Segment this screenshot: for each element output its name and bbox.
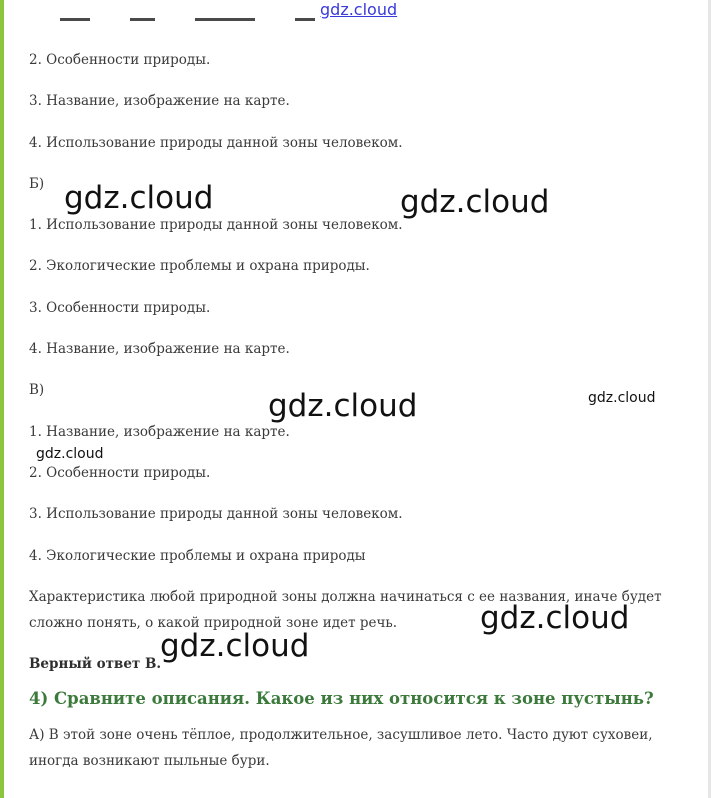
- list-item: 3. Особенности природы.: [29, 300, 211, 316]
- watermark: gdz.cloud: [160, 628, 310, 664]
- question-heading: 4) Сравните описания. Какое из них относится к зоне пустынь?: [29, 689, 654, 708]
- list-item: 3. Использование природы данной зоны человеком.: [29, 506, 403, 522]
- answer-text: Верный ответ В.: [29, 656, 162, 672]
- watermark: gdz.cloud: [268, 388, 418, 424]
- watermark-top: gdz.cloud: [320, 0, 398, 19]
- cropped-text-strip: [60, 18, 360, 26]
- option-a-paragraph: А) В этой зоне очень тёплое, продолжительное, засушливое лето. Часто дуют суховеи, иногда возникают пыльные бури.: [29, 727, 653, 769]
- list-item: 4. Использование природы данной зоны человеком.: [29, 135, 403, 151]
- left-accent-bar: [0, 0, 4, 798]
- explanation-paragraph: Характеристика любой природной зоны должна начинаться с ее названия, иначе будет сложно понять, о какой природной зоне идет речь.: [29, 589, 662, 631]
- section-label: Б): [29, 176, 45, 192]
- list-item: 1. Использование природы данной зоны человеком.: [29, 217, 403, 233]
- right-scroll-edge: [708, 0, 711, 798]
- list-item: 3. Название, изображение на карте.: [29, 93, 290, 109]
- section-label: В): [29, 382, 45, 398]
- list-item: 4. Экологические проблемы и охрана природы: [29, 548, 366, 564]
- list-item: 1. Название, изображение на карте.: [29, 424, 290, 440]
- watermark: gdz.cloud: [480, 600, 630, 636]
- watermark-small: gdz.cloud: [588, 390, 656, 406]
- list-item: 2. Экологические проблемы и охрана природы.: [29, 258, 370, 274]
- list-item: 2. Особенности природы.: [29, 465, 211, 481]
- watermark-small: gdz.cloud: [36, 446, 104, 462]
- list-item: 2. Особенности природы.: [29, 52, 211, 68]
- watermark: gdz.cloud: [400, 184, 550, 220]
- watermark: gdz.cloud: [64, 180, 214, 216]
- list-item: 4. Название, изображение на карте.: [29, 341, 290, 357]
